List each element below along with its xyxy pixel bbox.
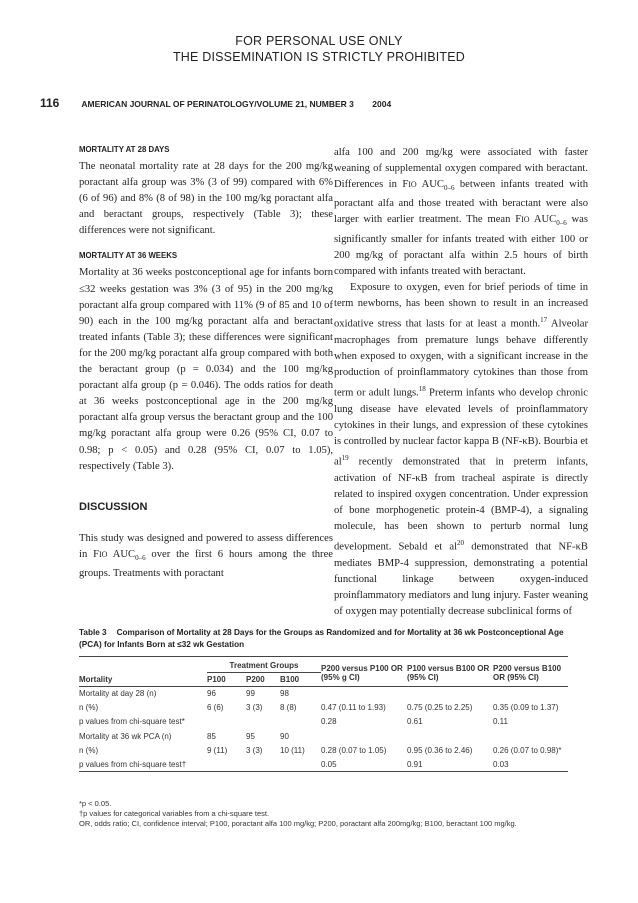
- table-cell: 6 (6): [207, 703, 224, 713]
- table-cell: 8 (8): [280, 703, 297, 713]
- table-cell: 0.35 (0.09 to 1.37): [493, 703, 559, 713]
- table-row: [79, 715, 568, 729]
- table-cell: 0.11: [493, 717, 508, 727]
- reference-20: 20: [457, 538, 465, 547]
- table-cell: 90: [280, 731, 289, 741]
- table-cell: p values from chi-square test†: [79, 757, 207, 771]
- running-head: [40, 96, 600, 110]
- paragraph-mortality-28-days: The neonatal mortality rate at 28 days for the 200 mg/kg poractant alfa group was 3% (3 of 99) compared with 6% (6 of 96) and 8% (8 of 98) in the 100 mg/kg poractant alfa and beractant groups, respectively (Table 3); these differences were not significant.: [79, 161, 333, 237]
- subhead-mortality-28-days: MORTALITY AT 28 DAYS: [79, 145, 170, 154]
- table-cell: 95: [246, 731, 255, 741]
- table-cell: Mortality at 36 wk PCA (n): [79, 731, 172, 741]
- table-cell: 98: [280, 689, 289, 699]
- col-header-p100-vs-b100: P100 versus B100 OR (95% CI): [407, 657, 493, 687]
- col-header-p200-vs-p100: P200 versus P100 OR (95% g CI): [321, 657, 407, 687]
- table-cell: 0.61: [407, 717, 423, 727]
- table-cell: 96: [207, 689, 216, 699]
- journal-title: AMERICAN JOURNAL OF PERINATOLOGY/VOLUME 21, NUMBER 3: [81, 99, 354, 109]
- reference-17: 17: [540, 316, 548, 325]
- table-cell: [280, 757, 321, 771]
- table-footnotes: [79, 799, 579, 829]
- table-cell: 0.28 (0.07 to 1.05): [321, 745, 387, 755]
- footnote-chi-square: †p values for categorical variables from a chi-square test.: [79, 809, 270, 818]
- mortality-table: [79, 656, 568, 772]
- journal-year: 2004: [372, 99, 392, 109]
- table-cell: n (%): [79, 745, 99, 755]
- table-cell: 0.28: [321, 717, 337, 727]
- table-cell: 3 (3): [246, 703, 263, 713]
- watermark-line-1: FOR PERSONAL USE ONLY: [235, 34, 403, 48]
- table-cell: 3 (3): [246, 745, 263, 755]
- table-cell: 0.03: [493, 757, 568, 771]
- table-cell: [246, 757, 280, 771]
- table-cell: 0.05: [321, 757, 407, 771]
- table-cell: 0.95 (0.36 to 2.46): [407, 745, 473, 755]
- paragraph-discussion-intro: This study was designed and powered to assess differences in FIO $AUC_{0-6}$ over the first 6 hours among the three groups. Treatments with poractant: [79, 532, 333, 579]
- col-header-mortality: Mortality: [79, 673, 207, 687]
- col-header-p200: P200: [246, 673, 280, 687]
- footnote-significance: *p < 0.05.: [79, 799, 112, 808]
- table-row: [79, 757, 568, 771]
- table-number: Table 3: [79, 628, 107, 637]
- table-cell: 0.26 (0.07 to 0.98)*: [493, 745, 562, 755]
- table-row: [79, 729, 568, 743]
- paragraph-mortality-36-weeks: Mortality at 36 weeks postconceptional age for infants born ≤32 weeks gestation was 3% (3 of 95) in the 200 mg/kg poractant alfa group compared with 11% (9 of 85 and 10 of 90) each in the 100 mg/kg poractant alfa and beractant treated infants (Table 3); these differences were significant for the 200 mg/kg poractant alfa group compared with both the beractant group (p = 0.034) and the 100 mg/kg poractant alfa group (p = 0.046). The odds ratios for death at 36 weeks postconceptional age in the 200 mg/kg poractant alfa group versus the beractant group and the 100 mg/kg poractant alfa group were 0.26 (95% CI, 0.07 to 0.98; p < 0.05) and 0.28 (95% CI, 0.07 to 1.05), respectively (Table 3).: [79, 267, 333, 472]
- discussion-heading: DISCUSSION: [79, 500, 148, 513]
- subhead-mortality-36-weeks: MORTALITY AT 36 WEEKS: [79, 251, 178, 261]
- table-cell: n (%): [79, 703, 99, 713]
- table-cell: 85: [207, 731, 216, 741]
- table-cell: [246, 715, 280, 729]
- table-cell: 10 (11): [280, 745, 305, 755]
- table-row: [79, 701, 568, 715]
- col-header-p100: P100: [207, 673, 246, 687]
- table-cell: [493, 687, 568, 701]
- table-cell: [280, 715, 321, 729]
- table-row: [79, 687, 568, 701]
- table-cell: 99: [246, 689, 255, 699]
- table-row: [79, 743, 568, 757]
- left-column: [79, 145, 333, 582]
- paragraph-oxygen-exposure: Exposure to oxygen, even for brief periods of time in term newborns, has been shown to result in an increased oxidative stress that lasts for at least a month.$^{17}$ Alveolar macrophages from premature lungs behave differently when exposed to oxygen, with a significant increase in the production of proinflammatory cytokines than those from term or adult lungs.$^{18}$ Preterm infants who develop chronic lung disease have elevated levels of proinflammatory cytokines in their lungs, and expression of these cytokines is controlled by nuclear factor kappa B (NF-κB). Bourbia et $al^{19}$ recently demonstrated that in preterm infants, activation of NF-κB from tracheal aspirate is directly related to inspired oxygen concentration. Under expression of bone morphogenetic protein-4 (BMP-4), a signaling molecule, has been shown to perturb normal lung development. Sebald et $al^{20}$ demonstrated that NF-κB mediates BMP-4 suppression, demonstrating a potential functional linkage between oxygen-induced proinflammatory mediators and lung injury. Faster weaning of oxygen may potentially decrease subclinical forms of: [334, 281, 588, 617]
- table-cell: [407, 729, 493, 743]
- table-cell: [321, 687, 407, 701]
- table-cell: Mortality at day 28 (n): [79, 689, 157, 699]
- table-cell: 0.75 (0.25 to 2.25): [407, 703, 473, 713]
- page-number: 116: [40, 96, 60, 110]
- table-cell: p values from chi-square test*: [79, 717, 185, 727]
- table-cell: [207, 757, 246, 771]
- table-caption: Table 3 Comparison of Mortality at 28 Days for the Groups as Randomized and for Mortality at 36 wk Postconceptional Age (PCA) for Infants Born at ≤32 wk Gestation: [79, 628, 564, 649]
- reference-19: 19: [341, 453, 349, 462]
- col-header-b100: B100: [280, 673, 321, 687]
- treatment-groups-header: Treatment Groups: [207, 657, 321, 673]
- table-cell: [321, 729, 407, 743]
- table-cell: [207, 715, 246, 729]
- paragraph-weaning: alfa 100 and 200 mg/kg were associated with faster weaning of supplemental oxygen compared with beractant. Differences in FIO $AUC_{0-6}$ between infants treated with poractant alfa and those treated with beractant were also larger with earlier treatment. The mean FIO $AUC_{0-6}$ was significantly smaller for infants treated with either 100 or 200 mg/kg of poractant alfa within 2.5 hours of birth compared with infants treated with beractant.: [334, 147, 589, 277]
- footnote-abbreviations: OR, odds ratio; CI, confidence interval; P100, poractant alfa 100 mg/kg; P200, poractant alfa 200mg/kg; B100, beractant 100 mg/kg.: [79, 819, 517, 828]
- table-cell: [493, 729, 568, 743]
- table-cell: 9 (11): [207, 745, 228, 755]
- reference-18: 18: [418, 385, 426, 394]
- watermark-line-2: THE DISSEMINATION IS STRICTLY PROHIBITED: [172, 50, 466, 64]
- col-header-p200-vs-b100: P200 versus B100 OR (95% CI): [493, 657, 568, 687]
- table-cell: 0.47 (0.11 to 1.93): [321, 703, 386, 713]
- table-cell: [407, 687, 493, 701]
- right-column: [334, 145, 588, 620]
- table-cell: 0.91: [407, 757, 493, 771]
